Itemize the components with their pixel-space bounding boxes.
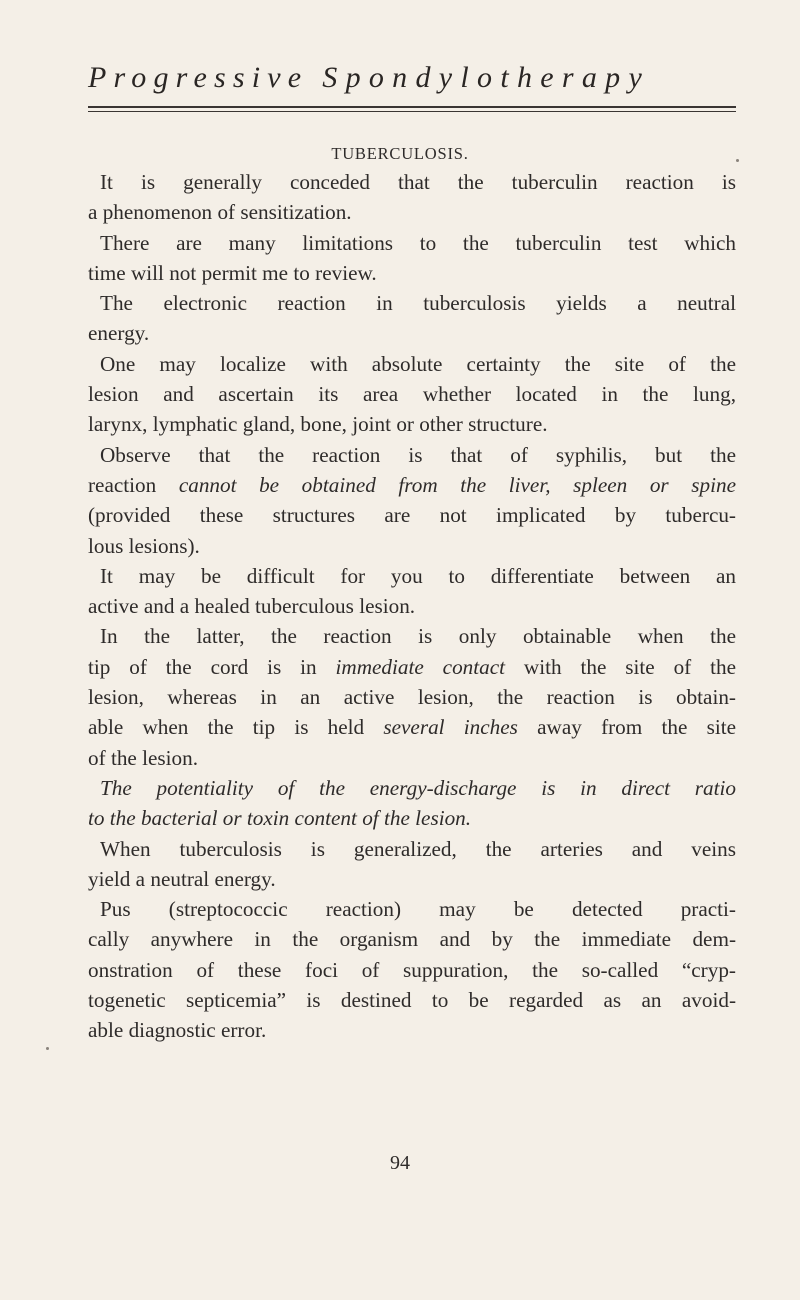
text-line [88, 379, 736, 409]
text-line [88, 258, 736, 288]
text-line [88, 197, 736, 227]
text-segment: It may be difficult for you to differentiate between an [100, 563, 736, 588]
text-line [88, 440, 736, 470]
text-segment: away from the site [517, 715, 737, 740]
text-line [88, 531, 736, 561]
speck-mark [46, 1047, 49, 1050]
text-segment: One may localize with absolute certainty the site of the [100, 351, 736, 376]
text-line [88, 318, 736, 348]
text-segment: The electronic reaction in tuberculosis yields a neutral [100, 291, 736, 316]
section-title: TUBERCULOSIS. [331, 144, 469, 163]
text-segment: lous lesions). [88, 533, 200, 558]
header-word-spondylotherapy: Spondylotherapy [322, 61, 651, 94]
text-segment: with the site of the [505, 654, 736, 679]
text-segment: able diagnostic error. [88, 1018, 267, 1043]
text-segment: larynx, lymphatic gland, bone, joint or other structure. [88, 412, 548, 437]
text-line [88, 864, 736, 894]
text-line [88, 349, 736, 379]
italic-text: several inches [383, 715, 518, 740]
text-segment: time will not permit me to review. [88, 260, 377, 285]
text-segment: able when the tip is held [88, 715, 384, 740]
text-segment: of the lesion. [88, 745, 199, 770]
text-segment: togenetic septicemia” is destined to be regarded as an avoid- [88, 988, 736, 1013]
text-segment: (provided these structures are not implicated by tubercu- [88, 503, 736, 528]
text-line [88, 561, 736, 591]
text-segment: reaction [88, 472, 179, 497]
text-line [88, 288, 736, 318]
text-line [88, 955, 736, 985]
text-segment: tip of the cord is in [88, 654, 336, 679]
text-segment: yield a neutral energy. [88, 866, 276, 891]
text-line [88, 621, 736, 651]
text-line [88, 712, 736, 742]
text-segment: It is generally conceded that the tuberculin reaction is [100, 170, 736, 194]
text-segment: There are many limitations to the tuberculin test which [100, 230, 736, 255]
text-line [88, 773, 736, 803]
text-segment: lesion and ascertain its area whether located in the lung, [88, 382, 736, 407]
text-line [88, 803, 736, 833]
italic-text: cannot be obtained from the liver, spleen or spine [178, 472, 736, 497]
text-line [88, 743, 736, 773]
header-rule-thick [88, 106, 736, 108]
text-line [88, 500, 736, 530]
header-rule-thin [88, 111, 736, 112]
text-line [88, 1015, 736, 1045]
italic-text: to the bacterial or toxin content of the lesion. [88, 806, 472, 831]
running-header [88, 60, 738, 96]
text-line [88, 228, 736, 258]
text-line [88, 591, 736, 621]
text-segment: cally anywhere in the organism and by the immediate dem- [88, 927, 736, 952]
italic-text: The potentiality of the energy-discharge is in direct ratio [100, 775, 736, 800]
page-number: 94 [390, 1152, 410, 1174]
running-header-title [88, 60, 738, 96]
text-segment: onstration of these foci of suppuration, the so-called “cryp- [88, 957, 736, 982]
italic-text: immediate contact [335, 654, 506, 679]
text-segment: a phenomenon of sensitization. [88, 200, 352, 225]
text-segment: In the latter, the reaction is only obtainable when the [100, 624, 736, 649]
text-line [88, 652, 736, 682]
text-segment: active and a healed tuberculous lesion. [88, 594, 416, 619]
text-segment: Observe that the reaction is that of syphilis, but the [100, 442, 736, 467]
text-line [88, 682, 736, 712]
header-word-progressive: Progressive [88, 61, 309, 94]
body-text [88, 167, 736, 1046]
text-segment: When tuberculosis is generalized, the arteries and veins [100, 836, 736, 861]
text-line [88, 924, 736, 954]
text-segment: lesion, whereas in an active lesion, the reaction is obtain- [88, 685, 736, 710]
text-segment: energy. [88, 321, 150, 346]
text-line [88, 167, 736, 197]
text-line [88, 894, 736, 924]
text-line [88, 409, 736, 439]
text-segment: Pus (streptococcic reaction) may be detected practi- [100, 897, 736, 922]
text-line [88, 834, 736, 864]
text-line [88, 470, 736, 500]
speck-mark [736, 159, 739, 162]
text-line [88, 985, 736, 1015]
